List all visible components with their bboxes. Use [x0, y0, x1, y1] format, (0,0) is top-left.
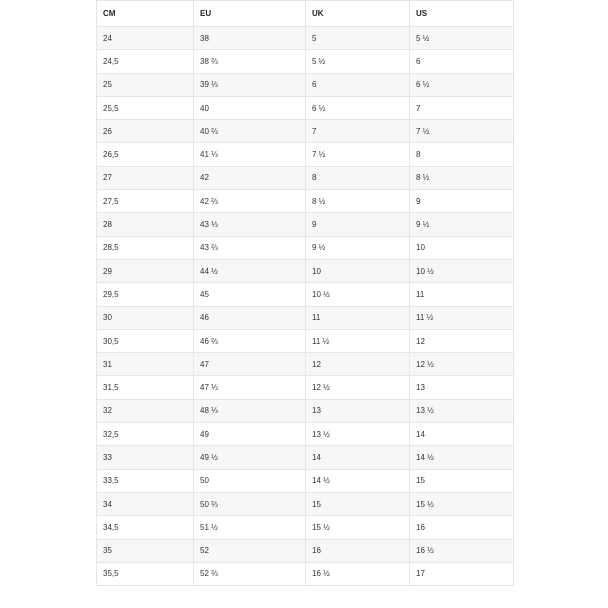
cell-uk: 9 ½	[306, 236, 410, 259]
table-row	[97, 306, 514, 329]
cell-cm: 24	[97, 27, 194, 50]
header-eu: EU	[194, 1, 306, 27]
table-row	[97, 539, 514, 562]
table-row	[97, 73, 514, 96]
cell-us: 7	[410, 96, 514, 119]
cell-uk: 8 ½	[306, 190, 410, 213]
cell-uk: 10 ½	[306, 283, 410, 306]
cell-us: 9 ½	[410, 213, 514, 236]
cell-us: 14	[410, 423, 514, 446]
cell-cm: 32,5	[97, 423, 194, 446]
table-row	[97, 166, 514, 189]
cell-eu: 43 ⅓	[194, 213, 306, 236]
cell-us: 7 ½	[410, 120, 514, 143]
cell-us: 11	[410, 283, 514, 306]
cell-us: 14 ½	[410, 446, 514, 469]
cell-cm: 35,5	[97, 562, 194, 585]
cell-uk: 16 ½	[306, 562, 410, 585]
cell-uk: 9	[306, 213, 410, 236]
cell-us: 11 ½	[410, 306, 514, 329]
cell-us: 8	[410, 143, 514, 166]
cell-uk: 5 ½	[306, 50, 410, 73]
cell-cm: 24,5	[97, 50, 194, 73]
table-row	[97, 190, 514, 213]
cell-cm: 33,5	[97, 469, 194, 492]
cell-eu: 39 ⅓	[194, 73, 306, 96]
cell-us: 13	[410, 376, 514, 399]
cell-us: 15	[410, 469, 514, 492]
table-row	[97, 283, 514, 306]
cell-eu: 45	[194, 283, 306, 306]
cell-cm: 28,5	[97, 236, 194, 259]
cell-eu: 49 ½	[194, 446, 306, 469]
cell-cm: 27	[97, 166, 194, 189]
header-uk: UK	[306, 1, 410, 27]
cell-cm: 26,5	[97, 143, 194, 166]
cell-eu: 44 ½	[194, 259, 306, 282]
table-row	[97, 213, 514, 236]
cell-cm: 31,5	[97, 376, 194, 399]
table-row	[97, 329, 514, 352]
cell-cm: 28	[97, 213, 194, 236]
size-chart	[96, 0, 513, 586]
cell-us: 16 ½	[410, 539, 514, 562]
table-row	[97, 96, 514, 119]
table-row	[97, 469, 514, 492]
cell-eu: 50	[194, 469, 306, 492]
cell-uk: 13	[306, 399, 410, 422]
cell-uk: 14 ½	[306, 469, 410, 492]
cell-uk: 10	[306, 259, 410, 282]
cell-uk: 7 ½	[306, 143, 410, 166]
cell-us: 15 ½	[410, 492, 514, 515]
cell-uk: 16	[306, 539, 410, 562]
cell-cm: 29,5	[97, 283, 194, 306]
table-row	[97, 399, 514, 422]
cell-cm: 31	[97, 353, 194, 376]
cell-eu: 41 ⅓	[194, 143, 306, 166]
cell-cm: 32	[97, 399, 194, 422]
cell-us: 5 ½	[410, 27, 514, 50]
table-row	[97, 516, 514, 539]
table-row	[97, 50, 514, 73]
cell-us: 10 ½	[410, 259, 514, 282]
cell-cm: 33	[97, 446, 194, 469]
cell-us: 9	[410, 190, 514, 213]
cell-uk: 15	[306, 492, 410, 515]
table-row	[97, 353, 514, 376]
cell-eu: 52 ⅔	[194, 562, 306, 585]
table-row	[97, 376, 514, 399]
cell-cm: 26	[97, 120, 194, 143]
cell-us: 10	[410, 236, 514, 259]
table-row	[97, 236, 514, 259]
cell-us: 13 ½	[410, 399, 514, 422]
cell-eu: 42 ⅔	[194, 190, 306, 213]
cell-cm: 25	[97, 73, 194, 96]
table-row	[97, 120, 514, 143]
cell-eu: 40	[194, 96, 306, 119]
cell-eu: 47	[194, 353, 306, 376]
cell-uk: 6	[306, 73, 410, 96]
cell-uk: 12	[306, 353, 410, 376]
cell-eu: 42	[194, 166, 306, 189]
cell-us: 6	[410, 50, 514, 73]
cell-eu: 38	[194, 27, 306, 50]
cell-eu: 43 ⅔	[194, 236, 306, 259]
cell-us: 8 ½	[410, 166, 514, 189]
cell-eu: 46	[194, 306, 306, 329]
cell-us: 12	[410, 329, 514, 352]
cell-uk: 8	[306, 166, 410, 189]
header-row	[97, 1, 514, 27]
cell-cm: 27,5	[97, 190, 194, 213]
cell-eu: 47 ⅓	[194, 376, 306, 399]
cell-uk: 5	[306, 27, 410, 50]
cell-eu: 49	[194, 423, 306, 446]
table-row	[97, 562, 514, 585]
cell-uk: 15 ½	[306, 516, 410, 539]
table-row	[97, 492, 514, 515]
cell-cm: 29	[97, 259, 194, 282]
cell-us: 6 ½	[410, 73, 514, 96]
cell-uk: 6 ½	[306, 96, 410, 119]
table-row	[97, 423, 514, 446]
cell-eu: 38 ⅔	[194, 50, 306, 73]
cell-eu: 50 ⅔	[194, 492, 306, 515]
cell-uk: 7	[306, 120, 410, 143]
cell-uk: 14	[306, 446, 410, 469]
cell-cm: 34	[97, 492, 194, 515]
cell-us: 17	[410, 562, 514, 585]
cell-eu: 40 ⅔	[194, 120, 306, 143]
table-row	[97, 259, 514, 282]
size-table-body	[97, 27, 514, 586]
table-row	[97, 446, 514, 469]
header-cm: CM	[97, 1, 194, 27]
table-row	[97, 143, 514, 166]
cell-eu: 52	[194, 539, 306, 562]
cell-eu: 46 ⅔	[194, 329, 306, 352]
cell-uk: 13 ½	[306, 423, 410, 446]
cell-uk: 11	[306, 306, 410, 329]
cell-us: 16	[410, 516, 514, 539]
cell-us: 12 ½	[410, 353, 514, 376]
cell-uk: 12 ½	[306, 376, 410, 399]
cell-cm: 25,5	[97, 96, 194, 119]
cell-cm: 30,5	[97, 329, 194, 352]
cell-cm: 35	[97, 539, 194, 562]
size-table	[96, 0, 514, 586]
cell-cm: 30	[97, 306, 194, 329]
cell-cm: 34,5	[97, 516, 194, 539]
cell-eu: 51 ½	[194, 516, 306, 539]
table-row	[97, 27, 514, 50]
cell-eu: 48 ⅓	[194, 399, 306, 422]
cell-uk: 11 ½	[306, 329, 410, 352]
header-us: US	[410, 1, 514, 27]
